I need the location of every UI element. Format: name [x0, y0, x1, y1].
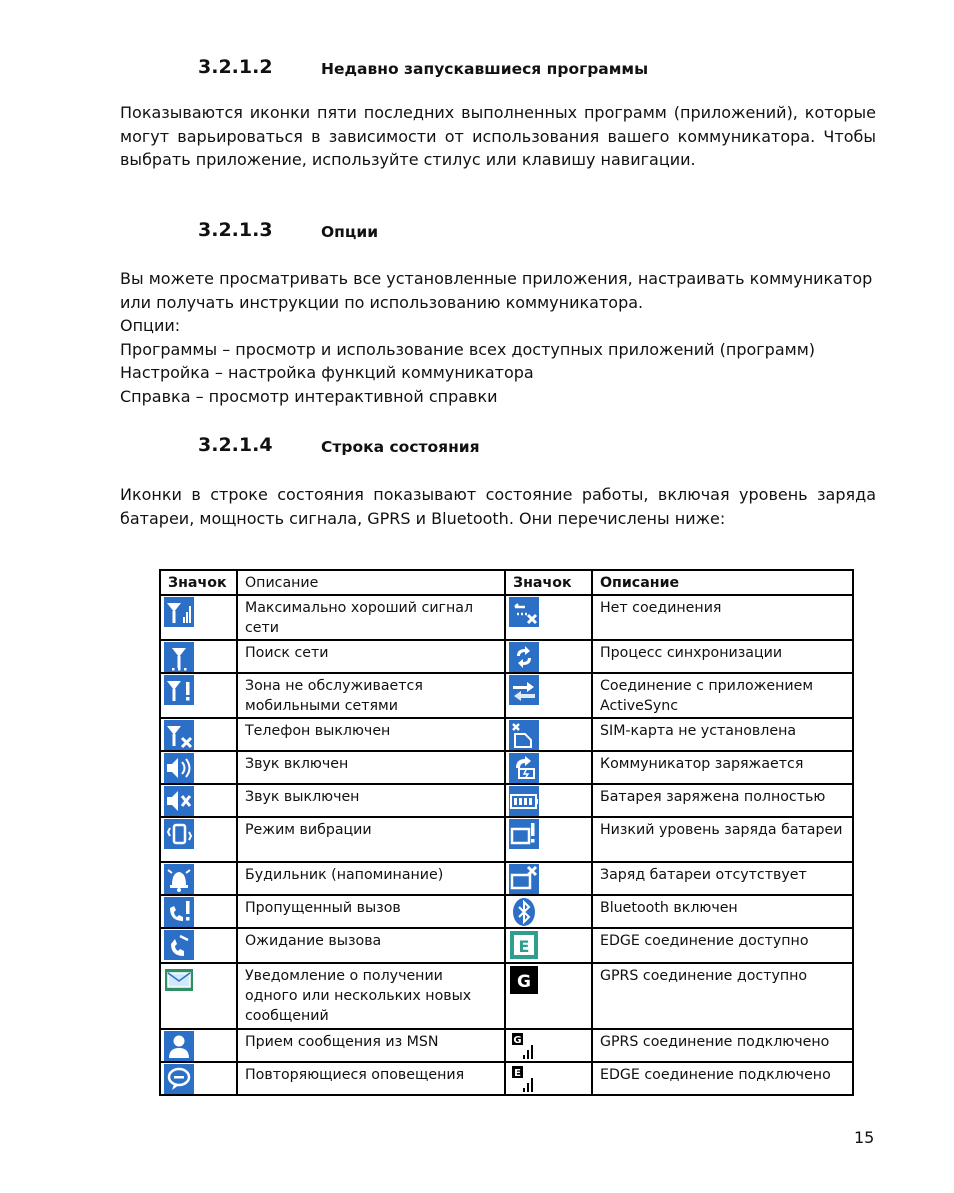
description-cell: Максимально хороший сигнал сети: [237, 595, 505, 640]
description-cell: Режим вибрации: [237, 817, 505, 862]
msn-icon: [164, 1031, 194, 1061]
options-intro: Вы можете просматривать все установленные приложения, настраивать коммуникатор или получать инструкции по использованию коммуникатора.: [120, 269, 873, 312]
svg-text:E: E: [514, 1068, 521, 1079]
table-header-row: [160, 570, 853, 595]
icon-cell: [505, 1062, 592, 1095]
description-cell: Нет соединения: [592, 595, 853, 640]
icon-cell: [160, 640, 237, 673]
battery-low-icon: [509, 819, 539, 849]
table-row: [160, 718, 853, 751]
description-cell: Ожидание вызова: [237, 928, 505, 963]
description-cell: GPRS соединение подключено: [592, 1029, 853, 1062]
vibrate-icon: [164, 819, 194, 849]
icon-cell: [160, 895, 237, 928]
activesync-icon: [509, 675, 539, 705]
description-cell: Батарея заряжена полностью: [592, 784, 853, 817]
signal-full-icon: [164, 597, 194, 627]
options-label: Опции:: [120, 316, 181, 335]
icon-cell: [505, 1029, 592, 1062]
table-row: [160, 1029, 853, 1062]
description-cell: Прием сообщения из MSN: [237, 1029, 505, 1062]
description-cell: EDGE соединение подключено: [592, 1062, 853, 1095]
battery-full-icon: [509, 786, 539, 816]
status-icons-table: [159, 569, 854, 1096]
description-cell: Соединение с приложением ActiveSync: [592, 673, 853, 718]
icon-cell: [505, 595, 592, 640]
table-row: [160, 595, 853, 640]
paragraph-status: Иконки в строке состояния показывают состояние работы, включая уровень заряда батареи, мощность сигнала, GPRS и Bluetooth. Они перечислены ниже:: [120, 485, 876, 528]
paragraph-options: [120, 267, 876, 408]
icon-cell: [505, 895, 592, 928]
description-cell: Процесс синхронизации: [592, 640, 853, 673]
icon-cell: [160, 595, 237, 640]
table-row: [160, 640, 853, 673]
icon-cell: [505, 640, 592, 673]
header-description: Описание: [592, 570, 853, 595]
sound-off-icon: [164, 786, 194, 816]
description-cell: Уведомление о получении одного или нескольких новых сообщений: [237, 963, 505, 1029]
description-cell: Низкий уровень заряда батареи: [592, 817, 853, 862]
gprs-connected-icon: [509, 1031, 539, 1061]
charging-icon: [509, 753, 539, 783]
description-cell: Пропущенный вызов: [237, 895, 505, 928]
section-number: 3.2.1.4: [198, 434, 273, 456]
sound-on-icon: [164, 753, 194, 783]
icon-cell: [505, 751, 592, 784]
paragraph-recent: Показываются иконки пяти последних выполненных программ (приложений), которые могут варьироваться в зависимости от использования вашего коммуникатора. Чтобы выбрать приложение, используйте стилус или клавишу навигации.: [120, 103, 876, 169]
svg-text:E: E: [518, 937, 530, 956]
options-help: Справка – просмотр интерактивной справки: [120, 386, 498, 406]
edge-available-icon: [509, 930, 539, 960]
description-cell: Телефон выключен: [237, 718, 505, 751]
network-search-icon: [164, 642, 194, 672]
section-title: Опции: [321, 223, 379, 241]
icon-cell: [160, 928, 237, 963]
description-cell: Коммуникатор заряжается: [592, 751, 853, 784]
description-cell: Звук выключен: [237, 784, 505, 817]
section-title: Недавно запускавшиеся программы: [321, 60, 649, 78]
header-description: Описание: [237, 570, 505, 595]
description-cell: GPRS соединение доступно: [592, 963, 853, 1029]
bluetooth-icon: [509, 897, 539, 927]
table-row: [160, 928, 853, 963]
table-row: [160, 784, 853, 817]
table-row: [160, 673, 853, 718]
icon-cell: [505, 963, 592, 1029]
icon-cell: [160, 817, 237, 862]
icon-cell: [160, 1029, 237, 1062]
options-settings: Настройка – настройка функций коммуникатора: [120, 363, 534, 382]
table-row: [160, 963, 853, 1029]
table-row: [160, 751, 853, 784]
description-cell: EDGE соединение доступно: [592, 928, 853, 963]
repeat-alert-icon: [164, 1064, 194, 1094]
icon-cell: [160, 862, 237, 895]
no-service-icon: [164, 675, 194, 705]
description-cell: Зона не обслуживается мобильными сетями: [237, 673, 505, 718]
icon-cell: [505, 862, 592, 895]
table-row: [160, 862, 853, 895]
description-cell: Повторяющиеся оповещения: [237, 1062, 505, 1095]
no-connection-icon: [509, 597, 539, 627]
section-number: 3.2.1.2: [198, 56, 273, 78]
icon-cell: [505, 718, 592, 751]
table-row: [160, 817, 853, 862]
phone-off-icon: [164, 720, 194, 750]
svg-text:G: G: [513, 1035, 522, 1046]
icon-cell: [160, 751, 237, 784]
sync-icon: [509, 642, 539, 672]
icon-cell: [160, 718, 237, 751]
no-sim-icon: [509, 720, 539, 750]
icon-cell: [160, 784, 237, 817]
icon-cell: [505, 673, 592, 718]
icon-cell: [505, 817, 592, 862]
section-number: 3.2.1.3: [198, 219, 273, 241]
gprs-available-icon: [509, 965, 539, 995]
icon-cell: [160, 963, 237, 1029]
description-cell: SIM-карта не установлена: [592, 718, 853, 751]
page-number: 15: [854, 1128, 875, 1147]
description-cell: Будильник (напоминание): [237, 862, 505, 895]
icon-cell: [160, 1062, 237, 1095]
description-cell: Заряд батареи отсутствует: [592, 862, 853, 895]
icon-cell: [505, 928, 592, 963]
header-icon: Значок: [160, 570, 237, 595]
header-icon: Значок: [505, 570, 592, 595]
missed-call-icon: [164, 897, 194, 927]
section-title: Строка состояния: [321, 438, 480, 456]
options-programs: Программы – просмотр и использование всех доступных приложений (программ): [120, 339, 816, 359]
message-icon: [164, 965, 194, 995]
battery-missing-icon: [509, 864, 539, 894]
icon-cell: [160, 673, 237, 718]
description-cell: Bluetooth включен: [592, 895, 853, 928]
table-row: [160, 895, 853, 928]
edge-connected-icon: [509, 1064, 539, 1094]
alarm-icon: [164, 864, 194, 894]
description-cell: Поиск сети: [237, 640, 505, 673]
svg-text:G: G: [517, 972, 531, 992]
description-cell: Звук включен: [237, 751, 505, 784]
call-waiting-icon: [164, 930, 194, 960]
table-row: [160, 1062, 853, 1095]
icon-cell: [505, 784, 592, 817]
